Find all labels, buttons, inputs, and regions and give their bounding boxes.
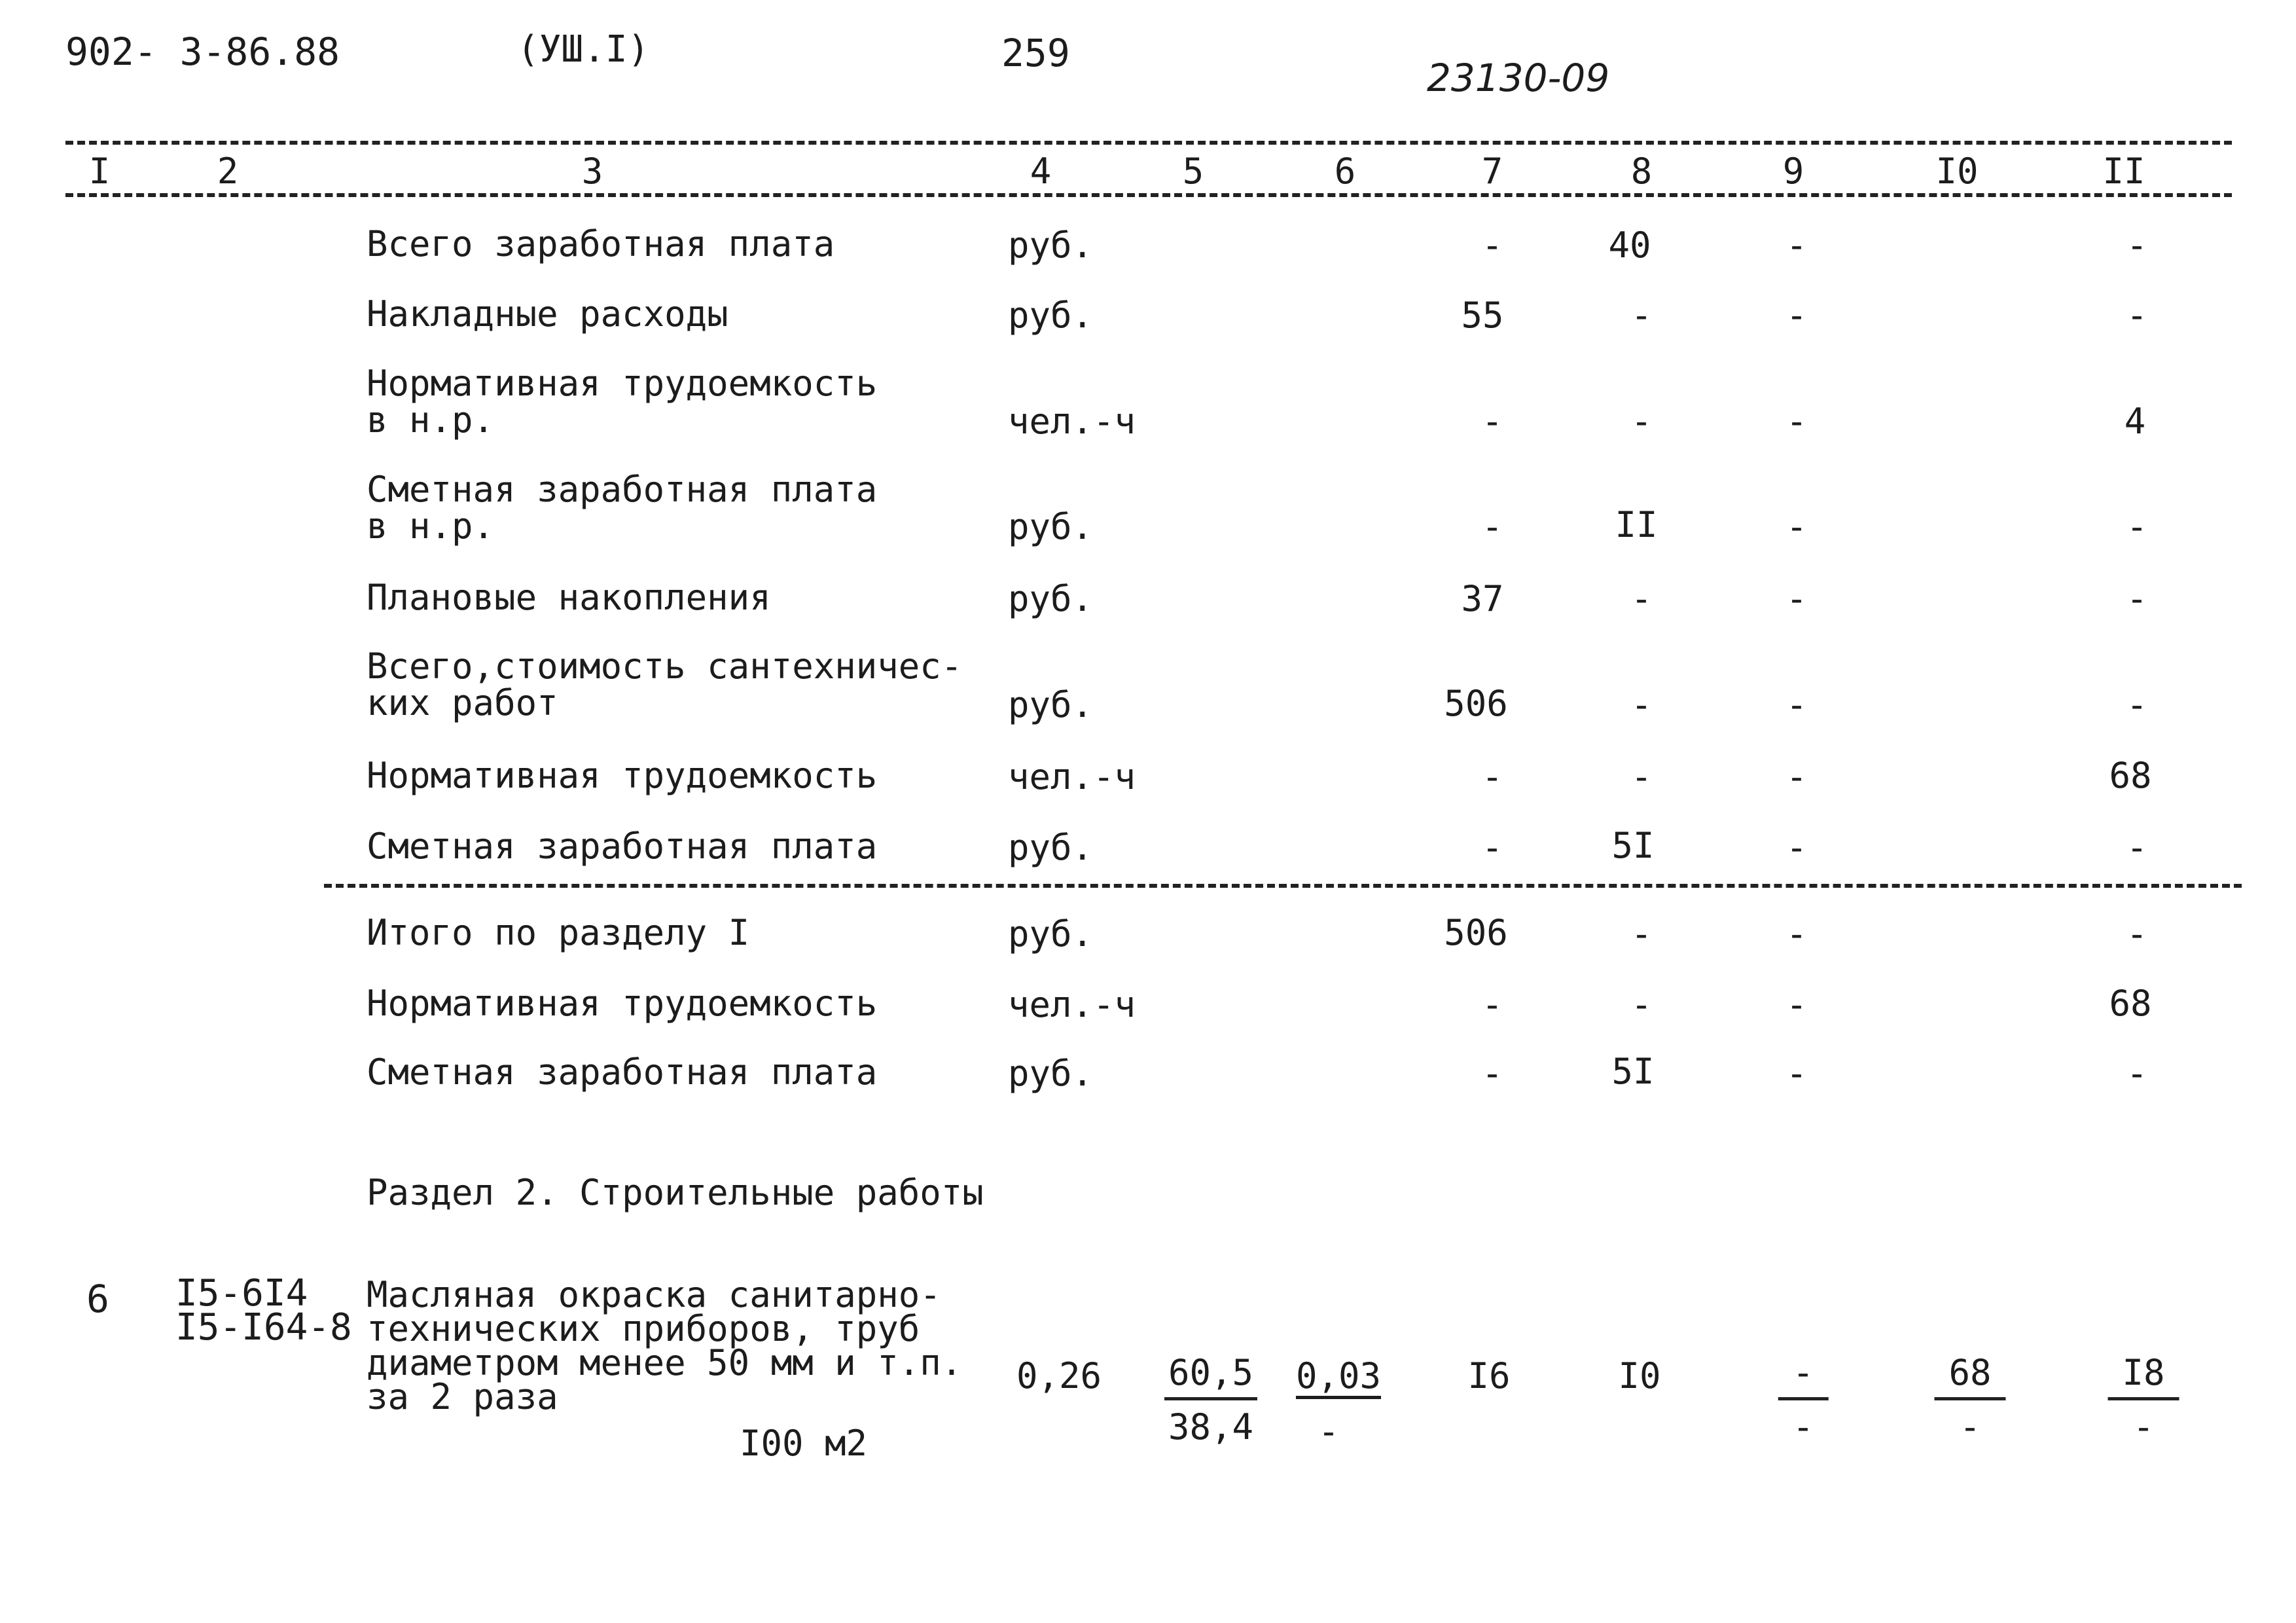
row-c7: - — [1481, 225, 1503, 266]
row-name: Всего,стоимость сантехничес- ких работ — [367, 646, 963, 723]
row-name: Всего заработная плата — [367, 223, 835, 264]
row-unit: руб. — [1008, 827, 1094, 868]
row-c9: - — [1785, 913, 1808, 955]
row-c8: - — [1630, 684, 1653, 725]
row-c7: - — [1481, 984, 1503, 1025]
row-name: Нормативная трудоемкость — [367, 755, 878, 796]
row-name: Сметная заработная плата — [367, 826, 878, 867]
row-c7: - — [1481, 506, 1503, 547]
row-c8: - — [1630, 913, 1653, 955]
item-c8: I0 — [1618, 1355, 1661, 1396]
row-unit: руб. — [1008, 913, 1094, 955]
row-name: Плановые накопления — [367, 577, 771, 618]
row-c7: 506 — [1444, 912, 1508, 953]
row-c11: 4 — [2124, 401, 2146, 442]
row-c11: - — [2126, 295, 2148, 336]
col-header-4: 4 — [1030, 151, 1052, 192]
item-c6-bottom: - — [1318, 1411, 1340, 1452]
row-c7: 37 — [1461, 578, 1504, 619]
row-c8: 5I — [1611, 1051, 1655, 1092]
row-c7: - — [1481, 756, 1503, 797]
row-c8: - — [1630, 756, 1653, 797]
col-header-5: 5 — [1182, 151, 1204, 192]
item-description: Масляная окраска санитарно- технических приборов, труб диаметром менее 50 мм и т.п. за 2 раза — [367, 1274, 963, 1417]
row-c7: - — [1481, 1053, 1503, 1094]
page-number: 259 — [1001, 31, 1070, 75]
row-name: Накладные расходы — [367, 293, 728, 335]
col-header-9: 9 — [1782, 151, 1804, 192]
row-c7: 55 — [1461, 295, 1504, 336]
row-unit: чел.-ч — [1008, 984, 1136, 1025]
row-unit: руб. — [1008, 578, 1094, 619]
row-unit: чел.-ч — [1008, 756, 1136, 797]
row-c8: - — [1630, 578, 1653, 619]
item-c7: I6 — [1467, 1355, 1511, 1396]
item-c9-fraction — [1778, 1352, 1829, 1448]
row-name: Нормативная трудоемкость в н.р. — [367, 363, 878, 441]
subtotal-rule — [324, 884, 2242, 888]
col-header-1: I — [88, 151, 111, 192]
row-c11: - — [2126, 913, 2148, 955]
item-c11-bottom: - — [2132, 1406, 2155, 1448]
col-header-3: 3 — [581, 151, 603, 192]
row-name: Сметная заработная плата в н.р. — [367, 469, 878, 547]
row-unit: руб. — [1008, 225, 1094, 266]
document-code: 902- 3-86.88 — [65, 29, 340, 74]
row-c7: - — [1481, 827, 1503, 868]
item-c6-top: 0,03 — [1295, 1355, 1382, 1396]
row-c8: II — [1615, 504, 1658, 545]
col-header-2: 2 — [217, 151, 239, 192]
row-c11: 68 — [2109, 755, 2152, 796]
item-number: 6 — [86, 1277, 109, 1321]
row-c11: - — [2126, 578, 2148, 619]
row-c11: - — [2126, 684, 2148, 725]
row-c8: - — [1630, 984, 1653, 1025]
item-c11-top: I8 — [2108, 1355, 2179, 1400]
item-unit-of-measure: I00 м2 — [740, 1423, 868, 1464]
row-c9: - — [1785, 401, 1808, 442]
row-c11: - — [2126, 827, 2148, 868]
item-c11-fraction — [2108, 1352, 2179, 1448]
row-c9: - — [1785, 684, 1808, 725]
col-header-6: 6 — [1334, 151, 1356, 192]
row-unit: руб. — [1008, 1053, 1094, 1094]
row-c9: - — [1785, 506, 1808, 547]
row-c8: 40 — [1608, 225, 1651, 266]
row-unit: чел.-ч — [1008, 401, 1136, 442]
archive-stamp-number: 23130-09 — [1427, 56, 1610, 100]
row-c9: - — [1785, 827, 1808, 868]
section-code: (УШ.I) — [517, 28, 650, 71]
col-header-7: 7 — [1481, 151, 1503, 192]
item-c9-top: - — [1778, 1355, 1829, 1400]
item-c10-bottom: - — [1959, 1406, 1981, 1448]
row-c9: - — [1785, 578, 1808, 619]
item-c5-top: 60,5 — [1164, 1355, 1257, 1400]
row-c8: - — [1630, 401, 1653, 442]
row-unit: руб. — [1008, 506, 1094, 547]
item-rate-codes: I5-6I4 I5-I64-8 — [175, 1272, 352, 1349]
row-c9: - — [1785, 1053, 1808, 1094]
row-c9: - — [1785, 756, 1808, 797]
col-header-11: II — [2102, 151, 2145, 192]
item-c5-bottom: 38,4 — [1168, 1406, 1254, 1448]
row-c11: - — [2126, 506, 2148, 547]
row-c9: - — [1785, 984, 1808, 1025]
item-c9-bottom: - — [1792, 1406, 1814, 1448]
row-name: Нормативная трудоемкость — [367, 983, 878, 1024]
header-top-rule — [65, 141, 2232, 145]
row-unit: руб. — [1008, 684, 1094, 725]
row-c8: 5I — [1611, 825, 1655, 866]
section-2-title: Раздел 2. Строительные работы — [367, 1172, 984, 1213]
item-c10-top: 68 — [1934, 1355, 2005, 1400]
row-name: Сметная заработная плата — [367, 1051, 878, 1093]
header-bottom-rule — [65, 193, 2232, 197]
row-name: Итого по разделу I — [367, 912, 750, 953]
item-c10-fraction — [1934, 1352, 2005, 1448]
row-c7: - — [1481, 401, 1503, 442]
row-c9: - — [1785, 295, 1808, 336]
row-c7: 506 — [1444, 683, 1508, 724]
row-c11: - — [2126, 1053, 2148, 1094]
item-quantity: 0,26 — [1016, 1355, 1102, 1396]
row-c8: - — [1630, 295, 1653, 336]
col-header-8: 8 — [1630, 151, 1653, 192]
row-c9: - — [1785, 225, 1808, 266]
row-unit: руб. — [1008, 295, 1094, 336]
col-header-10: I0 — [1935, 151, 1979, 192]
item-c5-fraction — [1164, 1352, 1257, 1448]
row-c11: - — [2126, 225, 2148, 266]
row-c11: 68 — [2109, 983, 2152, 1024]
